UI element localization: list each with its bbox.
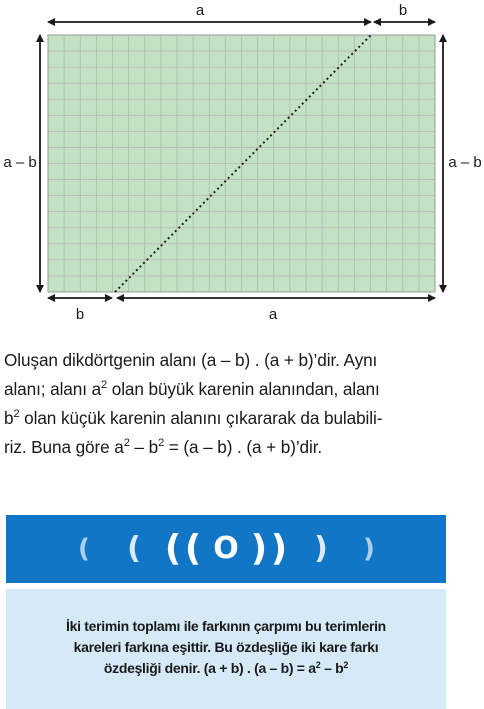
signal-wave-icon: ) (270, 528, 288, 569)
signal-wave-icon: ( (127, 531, 141, 566)
left-label: a – b (3, 154, 37, 171)
broadcast-signal-icon: O (213, 531, 239, 566)
signal-wave-icon: ) (314, 531, 328, 566)
paragraph-line: alanı; alanı $a^2$ olan büyük karenin alanından, alanı (4, 379, 380, 399)
paragraph-line: Oluşan dikdörtgenin alanı (a – b) . (a + b)’dir. Aynı (4, 350, 378, 370)
note-line: kareleri farkına eşittir. Bu özdeşliğe iki kare farkı (73, 639, 379, 655)
bottom-label-a: a (268, 306, 278, 323)
right-label: a – b (448, 154, 482, 171)
rectangle-diagram (0, 0, 484, 340)
signal-wave-icon: ( (184, 528, 202, 569)
note-line: özdeşliği denir. (a + b) . $(a - b) = a^2 - b^2$ (103, 660, 349, 676)
note-text (6, 616, 446, 679)
signal-wave-icon: ( (78, 534, 90, 564)
signal-wave-icon: ) (250, 528, 268, 569)
paragraph-line: $b^2$ olan küçük karenin alanını çıkararak da bulabili- (4, 408, 383, 428)
top-label-b: b (398, 2, 408, 19)
info-note-box (6, 589, 446, 709)
broadcast-banner (6, 515, 446, 583)
paragraph-line: riz. Buna göre $a^2 - b^2 = (a - b)$ . (a + b)’dir. (4, 437, 323, 457)
explanation-paragraph (4, 346, 478, 462)
bottom-label-b: b (75, 306, 85, 323)
top-label-a: a (195, 2, 205, 19)
note-line: İki terimin toplamı ile farkının çarpımı bu terimlerin (66, 618, 386, 634)
signal-wave-icon: ( (164, 528, 182, 569)
signal-wave-icon: ) (363, 534, 375, 564)
